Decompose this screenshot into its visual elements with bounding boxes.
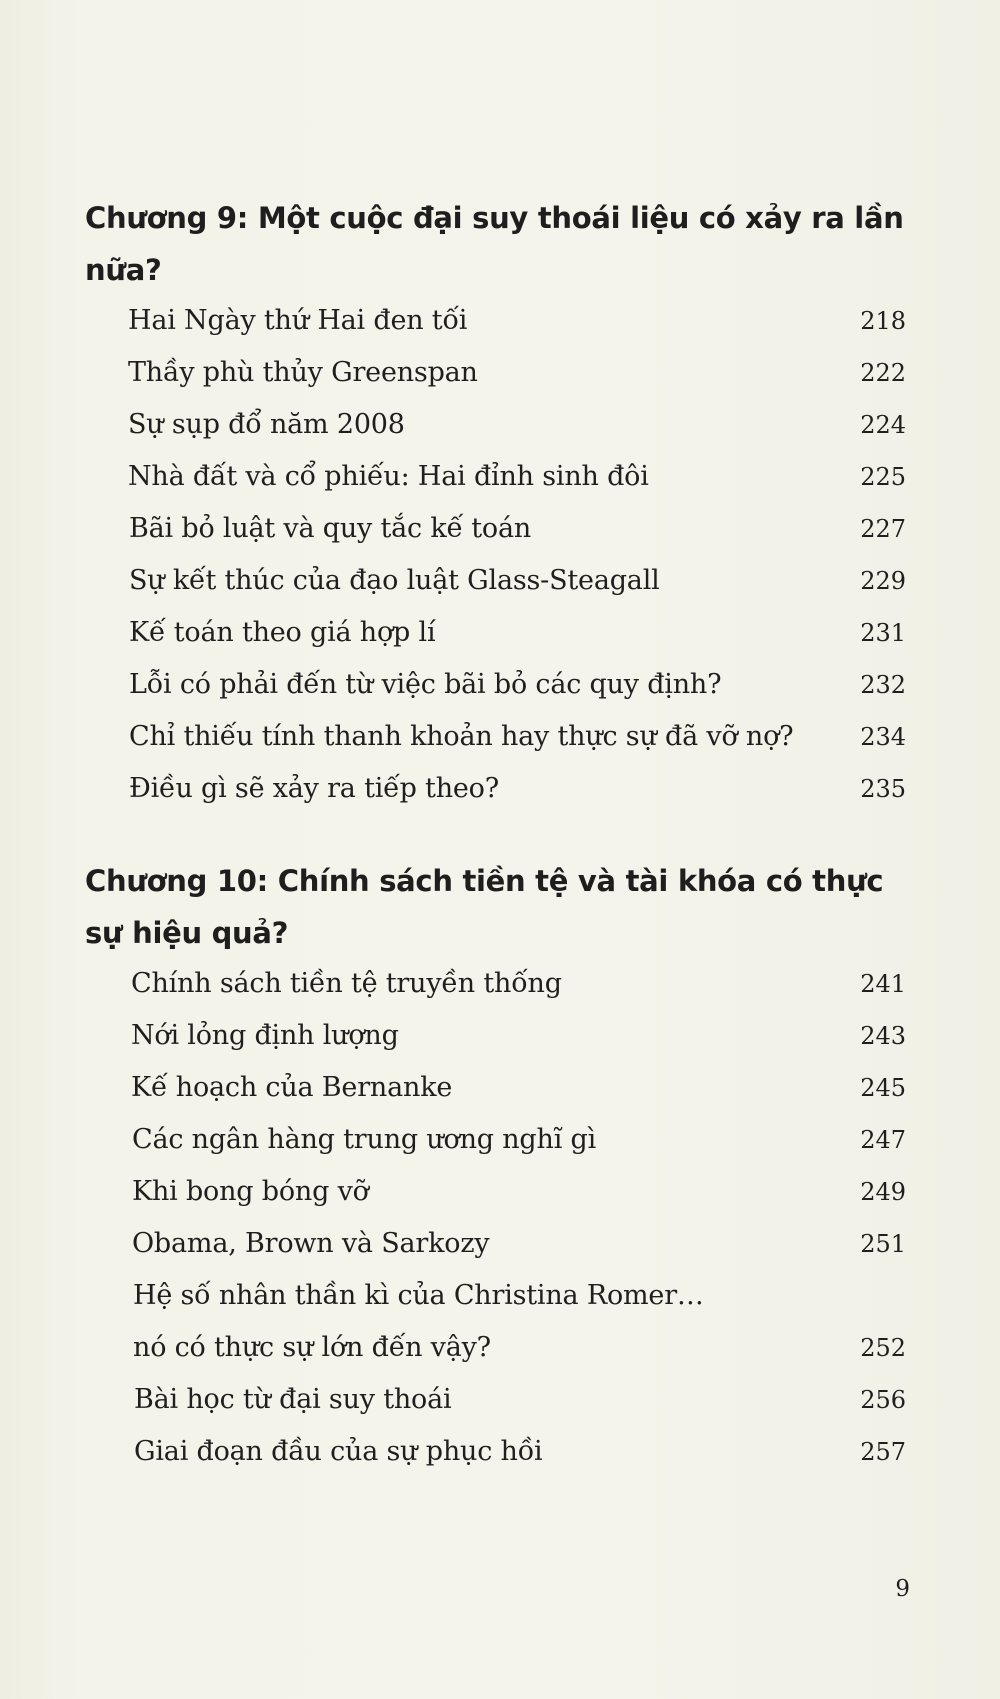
toc-entry-page: 229 (860, 567, 906, 595)
toc-entry (132, 1218, 906, 1270)
toc-entry-title: Kế toán theo giá hợp lí (129, 617, 436, 648)
toc-entry (133, 1270, 906, 1322)
toc-entry-page: 241 (860, 970, 906, 998)
toc-entry-page: 245 (860, 1074, 906, 1102)
toc-entry-page: 225 (860, 463, 906, 491)
toc-entry-page: 234 (860, 723, 906, 751)
toc-entry-page: 247 (860, 1126, 906, 1154)
toc-entry (129, 763, 906, 815)
page-number: 9 (895, 1576, 910, 1602)
toc-entry (128, 399, 906, 451)
toc-entry (128, 295, 906, 347)
toc-entry-title: Sự kết thúc của đạo luật Glass-Steagall (129, 565, 660, 596)
toc-entry-title: Hệ số nhân thần kì của Christina Romer… (133, 1280, 704, 1311)
toc-entry (129, 711, 906, 763)
toc-entry-title: Kế hoạch của Bernanke (131, 1072, 453, 1103)
toc-entry-title: Sự sụp đổ năm 2008 (128, 409, 405, 440)
toc-entry-page: 231 (860, 619, 906, 647)
toc-entry-title: Obama, Brown và Sarkozy (132, 1228, 490, 1259)
toc-entry-title: Các ngân hàng trung ương nghĩ gì (132, 1124, 597, 1155)
toc-entry-title: Điều gì sẽ xảy ra tiếp theo? (129, 773, 499, 804)
toc-entry (129, 659, 906, 711)
toc-entry (132, 1114, 906, 1166)
toc-entry (129, 503, 906, 555)
toc-entry (134, 1374, 906, 1426)
toc-entry (129, 555, 906, 607)
toc-entry (129, 607, 906, 659)
toc-entry-title: Lỗi có phải đến từ việc bãi bỏ các quy định? (129, 669, 722, 700)
toc-entry-title: Chỉ thiếu tính thanh khoản hay thực sự đã vỡ nợ? (129, 721, 794, 752)
toc-entry (133, 1322, 906, 1374)
toc-entry (131, 1062, 906, 1114)
toc-entry-page: 227 (860, 515, 906, 543)
toc-entry-title: Hai Ngày thứ Hai đen tối (128, 305, 468, 336)
toc-entry (131, 1010, 906, 1062)
toc-entry-title: Nhà đất và cổ phiếu: Hai đỉnh sinh đôi (128, 461, 649, 492)
toc-entry (131, 958, 906, 1010)
toc-entry-page: 224 (860, 411, 906, 439)
toc-entry-title: Thầy phù thủy Greenspan (128, 357, 478, 388)
toc-entry-title: nó có thực sự lớn đến vậy? (133, 1332, 491, 1363)
toc-entry-page: 252 (860, 1334, 906, 1362)
toc-entry-title: Giai đoạn đầu của sự phục hồi (134, 1436, 543, 1467)
toc-entry-page: 218 (860, 307, 906, 335)
chapter-10-heading: Chương 10: Chính sách tiền tệ và tài khóa có thực sự hiệu quả? (85, 864, 884, 950)
toc-entry-page: 235 (860, 775, 906, 803)
toc-entry-page: 251 (860, 1230, 906, 1258)
toc-entry (134, 1426, 906, 1478)
toc-entry-title: Bãi bỏ luật và quy tắc kế toán (129, 513, 532, 544)
toc-entry-page: 243 (860, 1022, 906, 1050)
toc-entry-page: 222 (860, 359, 906, 387)
toc-entry (132, 1166, 906, 1218)
toc-entry-title: Bài học từ đại suy thoái (134, 1384, 452, 1415)
toc-entry (128, 451, 906, 503)
toc-entry-page: 256 (860, 1386, 906, 1414)
toc-entry-title: Chính sách tiền tệ truyền thống (131, 968, 562, 999)
toc-entry-page: 249 (860, 1178, 906, 1206)
toc-entry-page: 257 (860, 1438, 906, 1466)
toc-entry-title: Khi bong bóng vỡ (132, 1176, 369, 1207)
chapter-9-heading: Chương 9: Một cuộc đại suy thoái liệu có xảy ra lần nữa? (85, 201, 904, 287)
toc-entry-page: 232 (860, 671, 906, 699)
toc-entry (128, 347, 906, 399)
toc-entry-title: Nới lỏng định lượng (131, 1020, 399, 1051)
